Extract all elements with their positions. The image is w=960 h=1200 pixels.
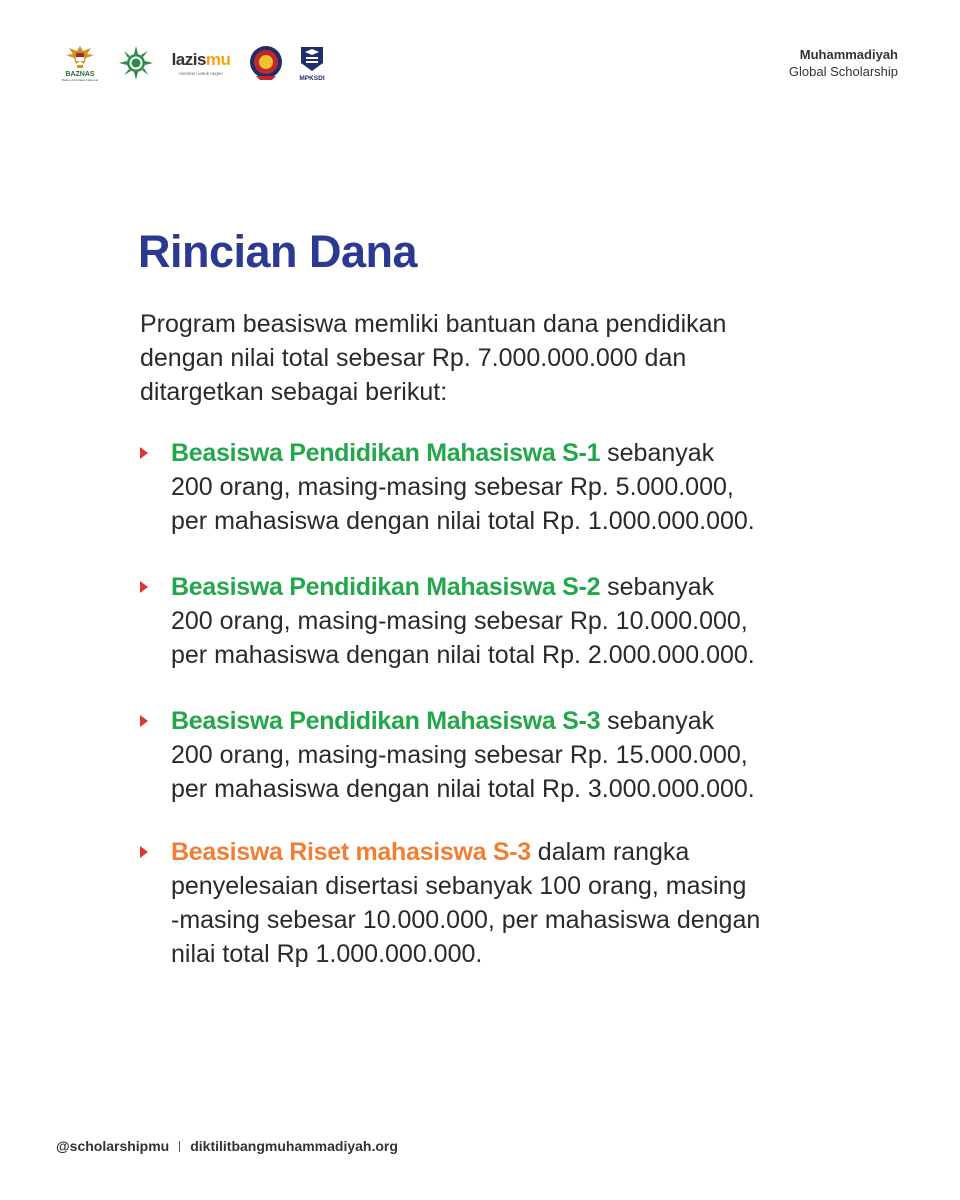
item-highlight: Beasiswa Pendidikan Mahasiswa S-2 [171, 573, 601, 601]
muhammadiyah-sun-icon [118, 45, 154, 81]
item-first-rest: sebanyak [600, 439, 715, 467]
muhammadiyah-logo [118, 45, 154, 81]
baznas-logo [56, 44, 104, 82]
footer [56, 1138, 398, 1154]
intro-line: dengan nilai total sebesar Rp. 7.000.000.000 dan [140, 344, 687, 372]
page-title: Rincian Dana [138, 226, 418, 277]
social-handle: @scholarshipmu [56, 1138, 170, 1154]
item-first-rest: sebanyak [600, 573, 715, 601]
garuda-emblem-icon [65, 44, 95, 70]
university-seal-icon [248, 44, 284, 82]
university-seal-logo [248, 44, 284, 82]
website-link: diktilitbangmuhammadiyah.org [190, 1138, 398, 1154]
item-line: per mahasiswa dengan nilai total Rp. 1.000.000.000. [171, 507, 755, 535]
partner-logos [56, 38, 326, 88]
list-item-s3 [140, 704, 900, 806]
item-line: 200 orang, masing-masing sebesar Rp. 15.000.000, [171, 741, 748, 769]
item-first-rest: dalam rangka [530, 838, 690, 866]
mpksdi-caption: MPKSDI [299, 74, 325, 82]
list-item-s2 [140, 570, 900, 672]
lazismu-wordmark [172, 50, 231, 70]
item-highlight: Beasiswa Pendidikan Mahasiswa S-3 [171, 707, 601, 735]
brand-subtitle: Global Scholarship [788, 64, 898, 79]
intro-line: Program beasiswa memliki bantuan dana pendidikan [140, 310, 727, 338]
item-line: nilai total Rp 1.000.000.000. [171, 940, 483, 968]
bullet-icon [140, 846, 148, 858]
lazismu-logo [168, 50, 234, 76]
item-first-line [171, 835, 900, 869]
item-first-line [171, 570, 900, 604]
baznas-caption: BAZNAS [65, 71, 95, 78]
item-line: per mahasiswa dengan nilai total Rp. 3.000.000.000. [171, 775, 755, 803]
item-highlight: Beasiswa Pendidikan Mahasiswa S-1 [171, 439, 601, 467]
mpksdi-logo [298, 45, 326, 82]
item-line: penyelesaian disertasi sebanyak 100 orang, masing [171, 872, 747, 900]
item-first-rest: sebanyak [600, 707, 715, 735]
baznas-subcaption: Badan Amil Zakat Nasional [61, 78, 99, 82]
item-line: per mahasiswa dengan nilai total Rp. 2.000.000.000. [171, 641, 755, 669]
bullet-icon [140, 581, 148, 593]
lazismu-word-accent: mu [205, 50, 231, 69]
item-first-line [171, 704, 900, 738]
item-line: 200 orang, masing-masing sebesar Rp. 10.000.000, [171, 607, 748, 635]
item-line: -masing sebesar 10.000.000, per mahasiswa dengan [171, 906, 761, 934]
item-first-line [171, 436, 900, 470]
brand-name: Muhammadiyah [799, 47, 898, 62]
item-highlight: Beasiswa Riset mahasiswa S-3 [171, 838, 531, 866]
list-item-riset-s3 [140, 835, 900, 971]
intro-line: ditargetkan sebagai berikut: [140, 378, 448, 406]
bullet-icon [140, 447, 148, 459]
brand-block [789, 46, 898, 80]
item-line: 200 orang, masing-masing sebesar Rp. 5.000.000, [171, 473, 734, 501]
footer-separator [179, 1141, 180, 1152]
list-item-s1 [140, 436, 900, 538]
lazismu-tagline: memberi untuk negeri [179, 71, 223, 76]
mpksdi-emblem-icon [298, 45, 326, 73]
funding-list [140, 436, 900, 971]
bullet-icon [140, 715, 148, 727]
intro-paragraph [140, 307, 840, 409]
lazismu-word-main: lazis [171, 50, 206, 69]
